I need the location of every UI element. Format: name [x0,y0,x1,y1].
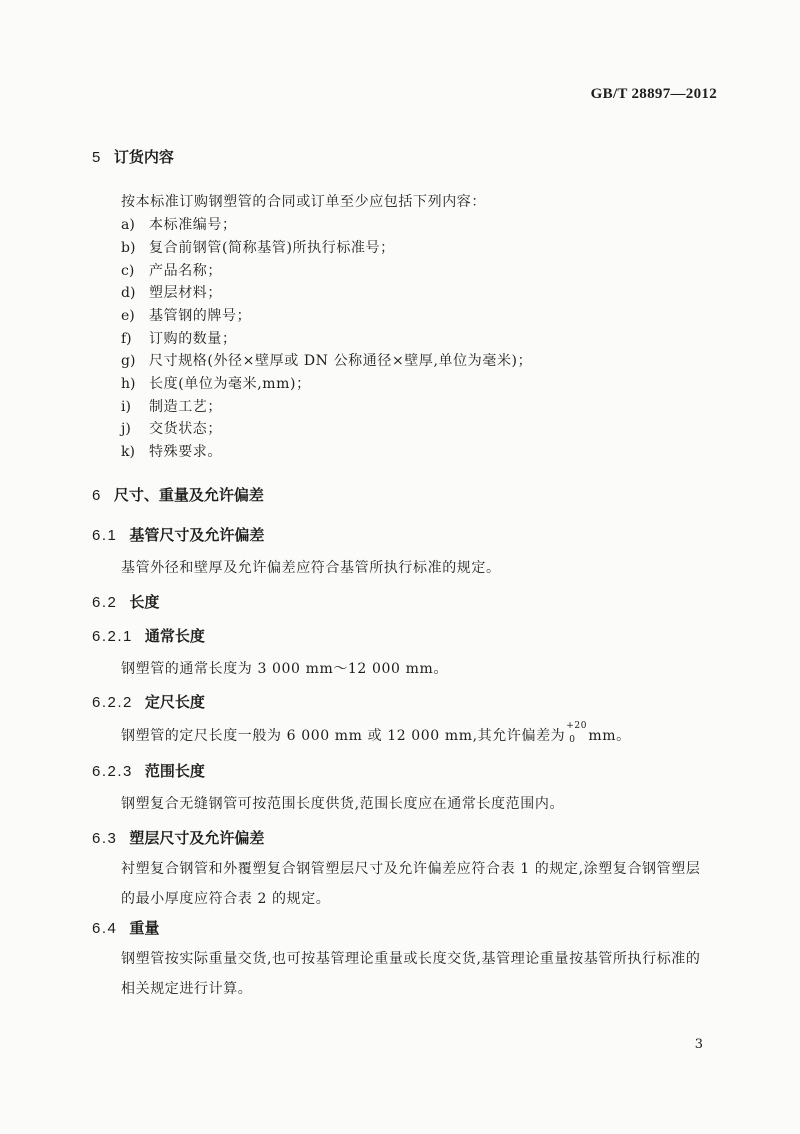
list-item [121,373,311,393]
standard-code: GB/T 28897—2012 [590,86,717,102]
section-number: 6.4 [92,920,118,937]
list-item-text: 塑层材料； [149,285,222,301]
section-6-2-1-body: 钢塑管的通常长度为 3 000 mm～12 000 mm。 [121,661,448,677]
list-item-text: 交货状态； [149,421,222,437]
body-text: mm。 [583,728,631,744]
list-item-text: 产品名称； [149,263,222,279]
tolerance-notation [566,721,588,745]
list-marker: j) [121,421,131,437]
list-marker: e) [121,308,135,324]
section-title: 定尺长度 [144,693,205,711]
section-6-1-body: 基管外径和壁厚及允许偏差应符合基管所执行标准的规定。 [121,560,501,576]
section-title: 订货内容 [113,148,174,166]
section-number: 6.2 [92,594,118,611]
page-number: 3 [694,1037,703,1052]
list-item-text: 尺寸规格(外径×壁厚或 DN 公称通径×壁厚,单位为毫米)； [149,353,533,369]
section-number: 6.2.1 [92,628,133,645]
section-6-2-3-body: 钢塑复合无缝钢管可按范围长度供货,范围长度应在通常长度范围内。 [121,796,565,812]
section-6-heading [92,484,264,505]
section-number: 6.2.2 [92,694,133,711]
list-item-text: 制造工艺； [149,399,222,415]
list-item [121,282,222,302]
section-title: 范围长度 [144,762,205,780]
section-6-4-body: 钢塑管按实际重量交货,也可按基管理论重量或长度交货,基管理论重量按基管所执行标准的相关规定进行计算。 [121,951,701,997]
tolerance-upper: +20 [566,721,588,731]
list-item [121,350,532,370]
section-6-3-body: 衬塑复合钢管和外覆塑复合钢管塑层尺寸及允许偏差应符合表 1 的规定,涂塑复合钢管塑层的最小厚度应符合表 2 的规定。 [121,861,701,907]
section-number: 6.2.3 [92,763,133,780]
list-item [121,441,222,461]
section-6-1-heading [92,524,264,545]
list-marker: c) [121,263,135,279]
list-item-text: 长度(单位为毫米,mm)； [149,376,311,392]
list-marker: h) [121,376,136,392]
list-item-text: 特殊要求。 [149,444,222,460]
list-item [121,214,237,234]
list-item-text: 订购的数量； [149,331,237,347]
list-marker: d) [121,285,136,301]
section-title: 通常长度 [144,627,205,645]
section-6-2-1-heading [92,625,205,646]
section-6-2-2-body [121,721,631,745]
list-marker: a) [121,217,135,233]
section-6-4-heading [92,917,159,938]
list-marker: f) [121,331,132,347]
section-6-2-3-heading [92,760,205,781]
list-item [121,260,222,280]
list-item [121,418,222,438]
section-title: 重量 [129,919,160,937]
section-title: 尺寸、重量及允许偏差 [113,486,264,504]
section-6-2-2-heading [92,691,205,712]
list-item [121,237,395,257]
section-6-3-heading [92,827,264,848]
body-text: 钢塑管的定尺长度一般为 6 000 mm 或 12 000 mm,其允许偏差为 [121,728,566,744]
list-item-text: 本标准编号； [149,217,237,233]
section-title: 基管尺寸及允许偏差 [129,526,265,544]
list-marker: k) [121,444,135,460]
section-6-2-heading [92,591,159,612]
section-5-heading [92,146,174,167]
section-title: 塑层尺寸及允许偏差 [129,829,265,847]
tolerance-lower: 0 [569,735,576,745]
list-item-text: 基管钢的牌号； [149,308,252,324]
section-number: 6.1 [92,527,118,544]
section-title: 长度 [129,593,160,611]
section-5-intro: 按本标准订购钢塑管的合同或订单至少应包括下列内容： [121,194,486,210]
list-marker: b) [121,240,136,256]
list-item [121,396,222,416]
section-number: 6 [92,487,102,504]
list-item [121,305,251,325]
section-number: 6.3 [92,830,118,847]
list-item-text: 复合前钢管(简称基管)所执行标准号； [149,240,395,256]
list-marker: i) [121,399,131,415]
section-number: 5 [92,149,102,166]
list-marker: g) [121,353,136,369]
list-item [121,328,237,348]
